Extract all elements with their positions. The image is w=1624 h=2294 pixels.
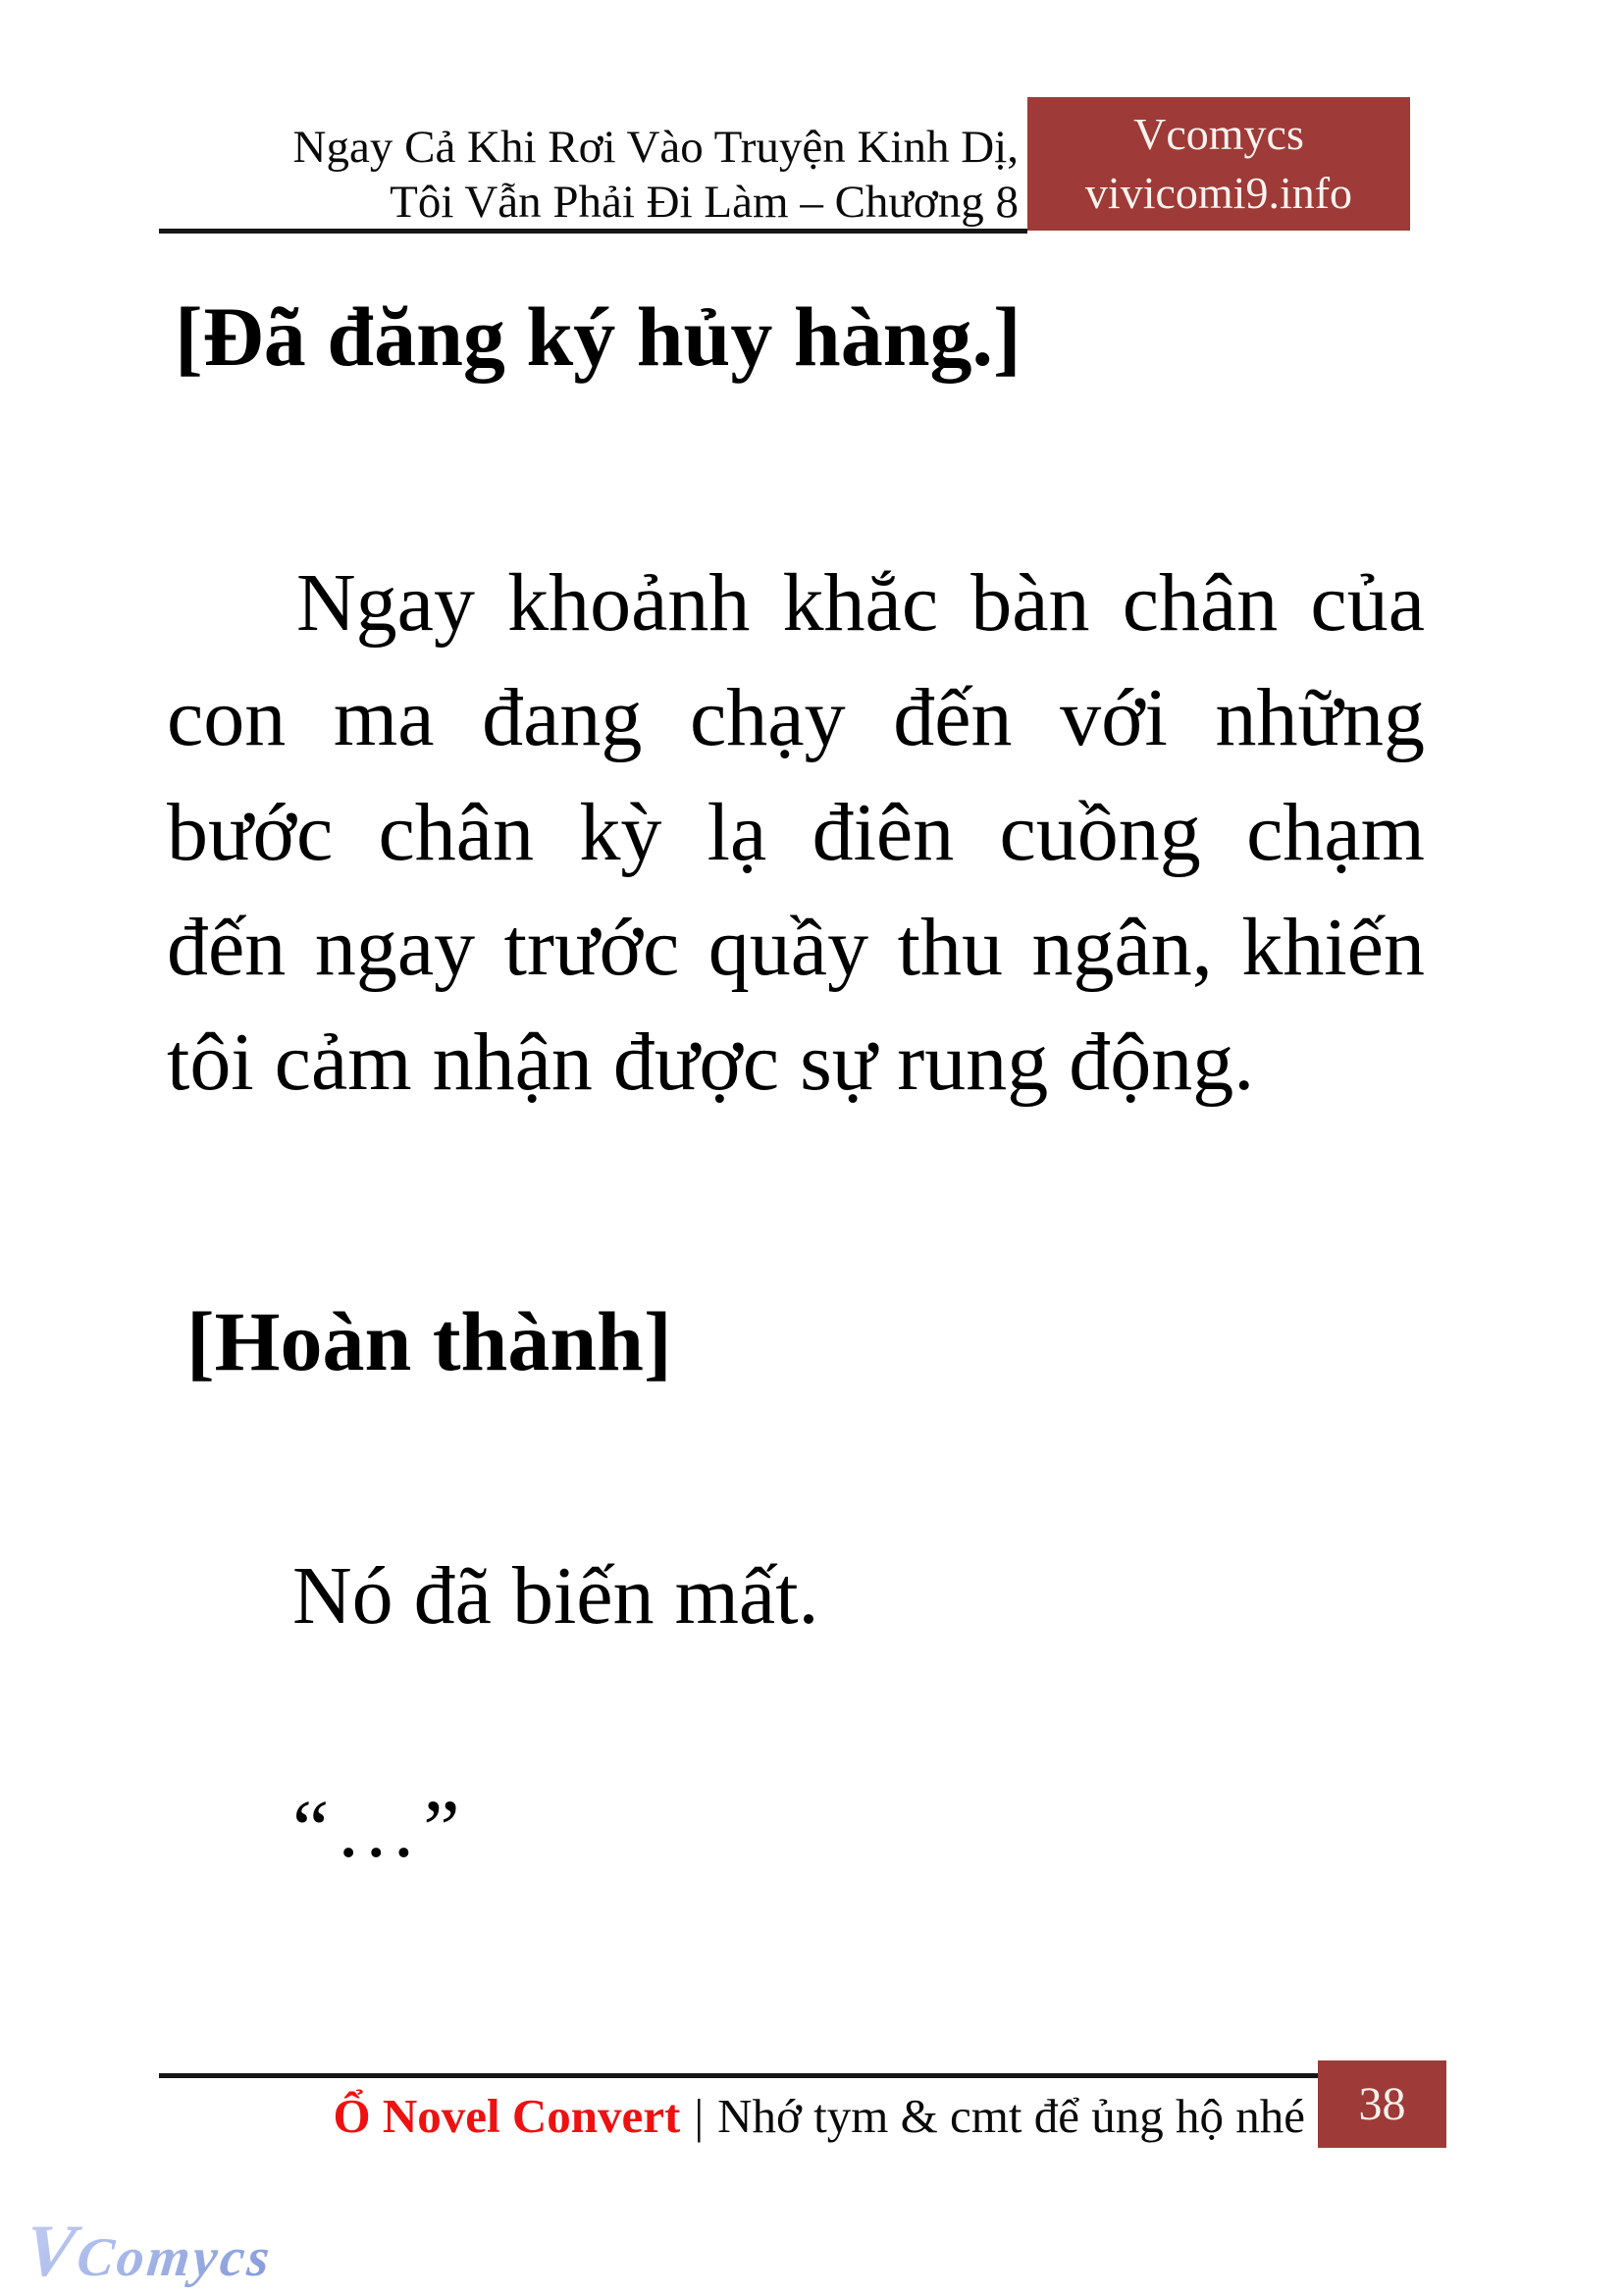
paragraph-line: con ma đang chạy đến với những (167, 672, 1425, 763)
story-quote: “…” (292, 1784, 466, 1875)
paragraph-line: Ngay khoảnh khắc bàn chân của (296, 557, 1425, 649)
page-number-badge (1318, 2060, 1446, 2148)
site-badge-url: vivicomi9.info (1084, 168, 1353, 218)
page-number: 38 (1358, 2078, 1406, 2130)
footer-divider (159, 2073, 1318, 2078)
system-message-cancel: [Đã đăng ký hủy hàng.] (175, 289, 1022, 384)
chapter-title (159, 120, 1019, 230)
footer-brand: Ổ Novel Convert (333, 2089, 681, 2143)
story-paragraph (167, 546, 1425, 1120)
footer-note: Nhớ tym & cmt để ủng hộ nhé (717, 2089, 1305, 2143)
vcomycs-watermark-logo: VComycs (21, 2211, 276, 2292)
paragraph-line: tôi cảm nhận được sự rung động. (167, 1017, 1255, 1108)
story-sentence: Nó đã biến mất. (292, 1550, 819, 1642)
site-badge-name: Vcomycs (1133, 109, 1304, 159)
chapter-title-line1: Ngay Cả Khi Rơi Vào Truyện Kinh Dị, (292, 122, 1019, 173)
system-message-complete: [Hoàn thành] (186, 1294, 672, 1388)
chapter-title-line2: Tôi Vẫn Phải Đi Làm – Chương 8 (390, 177, 1019, 228)
paragraph-line: bước chân kỳ lạ điên cuồng chạm (167, 787, 1425, 878)
site-badge (1027, 97, 1410, 231)
footer-credit (159, 2086, 1305, 2147)
paragraph-line: đến ngay trước quầy thu ngân, khiến (167, 902, 1425, 993)
header-divider (159, 229, 1027, 234)
footer-separator: | (694, 2089, 705, 2143)
